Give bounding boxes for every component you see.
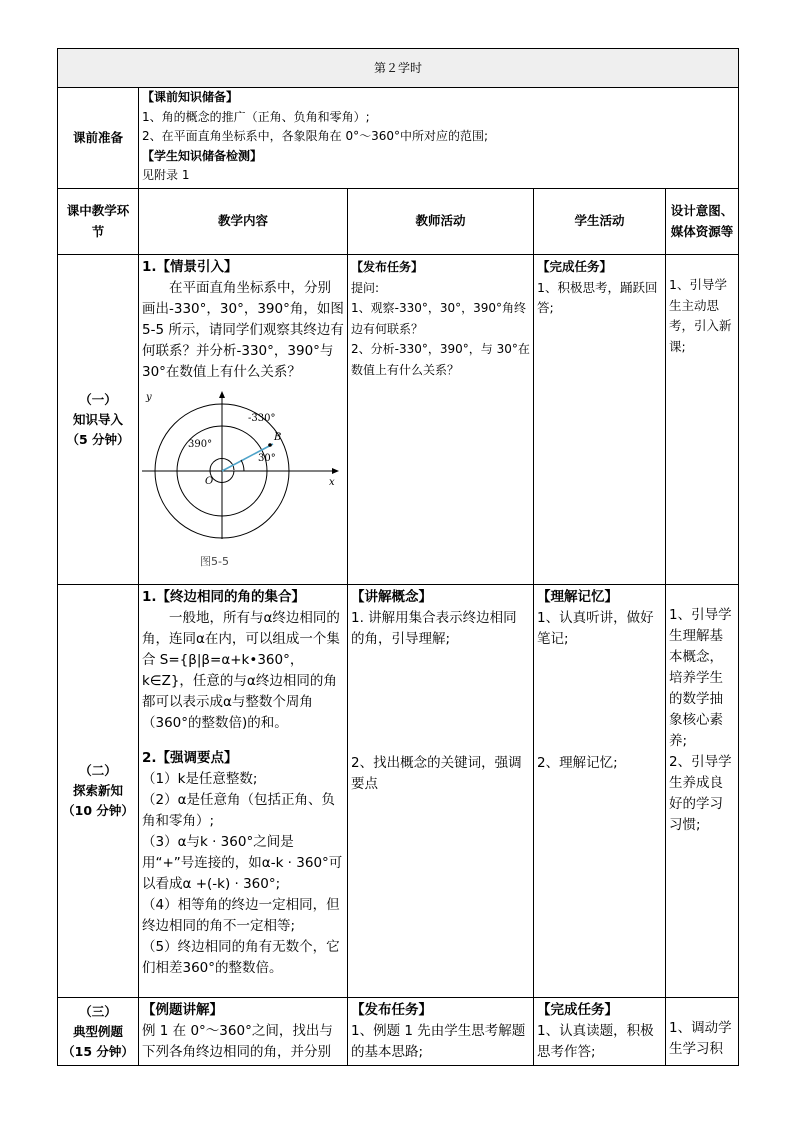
stage-2-point-5: （5）终边相同的角有无数个，它们相差360°的整数倍。 xyxy=(142,939,340,976)
stage-1-label xyxy=(58,255,139,585)
prep-heading-1: 【课前知识储备】 xyxy=(142,90,239,104)
stage-3-content xyxy=(139,998,348,1066)
stage-1-content xyxy=(139,255,348,585)
prep-item-1: 1、角的概念的推广（正角、负角和零角）; xyxy=(142,109,370,124)
y-axis-arrow xyxy=(219,391,225,398)
stage-2-design xyxy=(666,585,739,998)
stage-2-design-line-1: 1、引导学生理解基本概念，培养学生的数学抽象核心素养; xyxy=(669,607,732,749)
col-teacher: 教师活动 xyxy=(348,189,534,255)
y-axis-label: y xyxy=(146,392,152,403)
spacer xyxy=(537,650,662,753)
stage-2-point-3: （3）α与k · 360°之间是用“+”号连接的，如α-k · 360°可以看成α +(-k) · 360°; xyxy=(142,834,343,892)
stage-1-content-heading: 1.【情景引入】 xyxy=(142,259,238,275)
point-b-label: B xyxy=(274,432,282,443)
angle-label-390: 390° xyxy=(188,439,213,450)
x-axis-arrow xyxy=(332,468,339,474)
stage-3-teacher xyxy=(348,998,534,1066)
stage-1-student-heading: 【完成任务】 xyxy=(537,259,613,274)
spacer xyxy=(142,734,344,748)
stage-3-time: （15 分钟） xyxy=(62,1043,134,1059)
stage-1-row xyxy=(58,255,739,585)
arc-30 xyxy=(241,460,244,471)
stage-1-name: 知识导入 xyxy=(72,411,123,427)
stage-1-design-text: 1、引导学生主动思考，引入新课; xyxy=(669,277,732,354)
stage-1-student xyxy=(534,255,666,585)
stage-3-content-text: 例 1 在 0°～360°之间，找出与下列各角终边相同的角，并分别 xyxy=(142,1023,333,1060)
column-header-row xyxy=(58,189,739,255)
col-stage: 课中教学环节 xyxy=(58,189,139,255)
spacer xyxy=(351,650,530,753)
angle-diagram xyxy=(142,389,342,544)
stage-3-number: （三） xyxy=(79,1003,117,1019)
stage-1-number: （一） xyxy=(79,391,117,407)
figure-caption: 图5-5 xyxy=(200,555,229,568)
stage-1-teacher-line-3: 2、分析-330°，390°，与 30°在数值上有什么关系？ xyxy=(351,342,530,377)
stage-2-label xyxy=(58,585,139,998)
prep-item-3: 见附录 1 xyxy=(142,168,190,182)
stage-2-teacher-heading: 【讲解概念】 xyxy=(351,589,432,605)
lesson-plan-table xyxy=(57,48,739,1066)
stage-2-name: 探索新知 xyxy=(72,783,123,798)
col-student: 学生活动 xyxy=(534,189,666,255)
origin-label: O xyxy=(205,476,214,487)
stage-3-name: 典型例题 xyxy=(72,1023,123,1039)
col-design: 设计意图、媒体资源等 xyxy=(666,189,739,255)
stage-1-teacher-line-2: 1、观察-330°，30°，390°角终边有何联系？ xyxy=(351,301,527,336)
stage-3-student-line: 1、认真读题，积极思考作答; xyxy=(537,1023,654,1060)
stage-3-row xyxy=(58,998,739,1066)
x-axis-label: x xyxy=(329,477,335,488)
stage-1-teacher xyxy=(348,255,534,585)
stage-3-teacher-line: 1、例题 1 先由学生思考解题的基本思路; xyxy=(351,1023,526,1060)
prep-item-2: 2、在平面直角坐标系中，各象限角在 0°～360°中所对应的范围; xyxy=(142,129,489,143)
stage-1-student-line-1: 1、积极思考，踊跃回答; xyxy=(537,279,658,315)
stage-2-content-heading-2: 2.【强调要点】 xyxy=(142,750,238,766)
stage-2-point-4: （4）相等角的终边一定相同，但终边相同的角不一定相等; xyxy=(142,897,340,934)
prep-label: 课前准备 xyxy=(58,88,139,189)
stage-1-teacher-line-1: 提问: xyxy=(351,280,380,295)
stage-2-student-line-1: 1、认真听讲，做好笔记; xyxy=(537,610,654,647)
stage-2-student-heading: 【理解记忆】 xyxy=(537,589,618,605)
stage-3-content-heading: 【例题讲解】 xyxy=(142,1002,223,1018)
angle-label-neg330: -330° xyxy=(248,413,276,424)
stage-2-design-line-2: 2、引导学生养成良好的学习习惯; xyxy=(669,754,732,833)
stage-2-content-heading-1: 1.【终边相同的角的集合】 xyxy=(142,589,306,605)
stage-2-student-line-2: 2、理解记忆; xyxy=(537,755,618,771)
title-row xyxy=(58,49,739,88)
angle-label-30: 30° xyxy=(258,453,276,464)
stage-1-content-text: 在平面直角坐标系中，分别画出-330°，30°，390°角，如图 5-5 所示，请同学们观察其终边有何联系？并分析-330°，390°与30°在数值上有什么关系？ xyxy=(142,280,344,380)
lesson-plan-page xyxy=(57,48,738,1066)
stage-3-design xyxy=(666,998,739,1066)
stage-2-teacher xyxy=(348,585,534,998)
stage-3-teacher-heading: 【发布任务】 xyxy=(351,1002,432,1018)
stage-2-time: （10 分钟） xyxy=(62,803,134,818)
stage-2-point-1: （1）k是任意整数; xyxy=(142,771,258,787)
stage-2-content-text-1: 一般地，所有与α终边相同的角，连同α在内，可以组成一个集合 S={β|β=α+k•360°，k∈Z}，任意的与α终边相同的角都可以表示成α与整数个周角（360°的整数倍)的和。 xyxy=(142,610,340,731)
col-content: 教学内容 xyxy=(139,189,348,255)
stage-2-teacher-line-2: 2、找出概念的关键词，强调要点 xyxy=(351,755,522,792)
stage-2-point-2: （2）α是任意角（包括正角、负角和零角）; xyxy=(142,792,335,829)
stage-3-design-line: 1、调动学生学习积 xyxy=(669,1020,732,1057)
stage-2-row xyxy=(58,585,739,998)
stage-2-student xyxy=(534,585,666,998)
stage-2-number: （二） xyxy=(79,763,117,778)
lesson-title: 第２学时 xyxy=(58,49,739,88)
angle-figure xyxy=(142,389,344,572)
stage-2-content xyxy=(139,585,348,998)
stage-1-teacher-heading: 【发布任务】 xyxy=(351,260,424,274)
stage-2-teacher-line-1: 1. 讲解用集合表示终边相同的角，引导理解; xyxy=(351,610,517,647)
stage-1-time: （5 分钟） xyxy=(66,431,130,447)
stage-3-student xyxy=(534,998,666,1066)
stage-3-label xyxy=(58,998,139,1066)
prep-heading-2: 【学生知识储备检测】 xyxy=(142,148,263,163)
prep-row xyxy=(58,88,739,189)
stage-1-design xyxy=(666,255,739,585)
point-b-dot xyxy=(268,443,272,447)
stage-3-student-heading: 【完成任务】 xyxy=(537,1002,618,1018)
prep-content xyxy=(139,88,739,189)
